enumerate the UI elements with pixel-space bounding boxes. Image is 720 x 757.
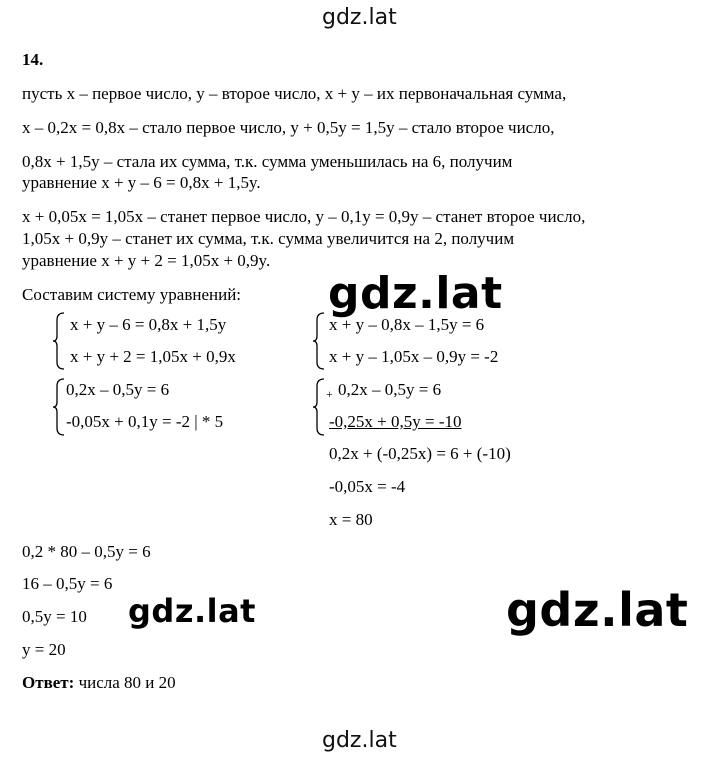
system2-right-eq2: -0,25x + 0,5y = -10 [329, 412, 462, 431]
answer-text: числа 80 и 20 [74, 673, 176, 692]
system1-left-eq1: x + y – 6 = 0,8x + 1,5y [70, 315, 227, 334]
step-right: x = 80 [329, 510, 373, 529]
step-right: 0,2x + (-0,25x) = 6 + (-10) [329, 444, 511, 463]
step-left: 16 – 0,5y = 6 [22, 574, 113, 593]
text-line: уравнение x + y – 6 = 0,8x + 1,5y. [22, 173, 261, 192]
answer [22, 673, 176, 693]
text-line: 1,05x + 0,9y – станет их сумма, т.к. сумма увеличится на 2, получим [22, 229, 515, 248]
watermark-center: gdz.lat [328, 268, 503, 319]
watermark-left: gdz.lat [128, 592, 256, 630]
watermark-right: gdz.lat [506, 583, 689, 637]
step-right: -0,05x = -4 [329, 477, 406, 496]
system1-right-eq2: x + y – 1,05x – 0,9y = -2 [329, 347, 499, 366]
system1-left-eq2: x + y + 2 = 1,05x + 0,9x [70, 347, 236, 366]
system2-left-eq1: 0,2x – 0,5y = 6 [66, 380, 170, 399]
step-left: y = 20 [22, 640, 66, 659]
answer-label: Ответ: [22, 673, 75, 692]
step-left: 0,5y = 10 [22, 607, 87, 626]
plus-sign: + [326, 387, 333, 401]
step-left: 0,2 * 80 – 0,5y = 6 [22, 542, 151, 561]
text-line: x + 0,05x = 1,05x – станет первое число, y – 0,1y = 0,9y – станет второе число, [22, 207, 586, 226]
text-line: уравнение x + y + 2 = 1,05x + 0,9y. [22, 251, 271, 270]
brace-icon [52, 378, 66, 436]
problem-number: 14. [22, 50, 44, 69]
system1-right-eq1: x + y – 0,8x – 1,5y = 6 [329, 315, 485, 334]
watermark-bottom: gdz.lat [322, 728, 397, 753]
text-line: 0,8x + 1,5y – стала их сумма, т.к. сумма уменьшилась на 6, получим [22, 152, 513, 171]
system2-right-eq1: 0,2x – 0,5y = 6 [338, 380, 442, 399]
text-line: x – 0,2x = 0,8x – стало первое число, y + 0,5y = 1,5y – стало второе число, [22, 118, 555, 137]
brace-icon [312, 378, 326, 436]
watermark-top: gdz.lat [322, 5, 397, 30]
text-line: Составим систему уравнений: [22, 285, 242, 304]
system2-left-eq2: -0,05x + 0,1y = -2 | * 5 [66, 412, 224, 431]
text-line: пусть x – первое число, y – второе число, x + y – их первоначальная сумма, [22, 84, 567, 103]
brace-icon [312, 312, 326, 370]
brace-icon [52, 312, 66, 370]
